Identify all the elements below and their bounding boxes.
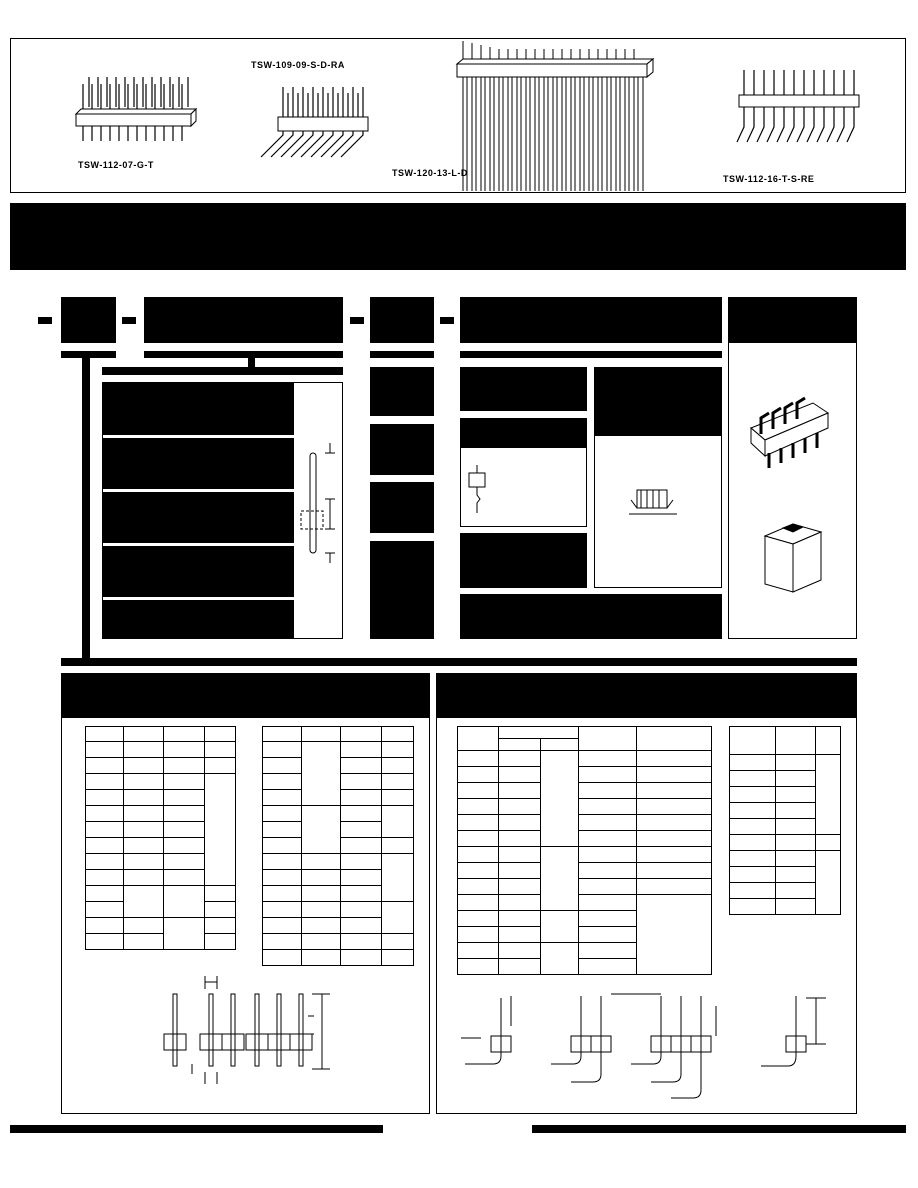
title-bar <box>10 203 906 270</box>
part-label-2: TSW-109-09-S-D-RA <box>251 60 345 70</box>
dash-1 <box>38 317 52 324</box>
spec-table-2 <box>262 726 414 966</box>
row-option-smt-panel <box>594 367 722 588</box>
right-angle-pins-icon <box>256 79 376 169</box>
single-pin-diagram-icon <box>467 465 491 515</box>
product-images-strip <box>10 38 906 193</box>
builder-box-row <box>460 297 722 343</box>
builder-box-plating <box>370 297 434 343</box>
pin-dimension-diagram-icon <box>295 443 343 573</box>
footer-bar-right <box>532 1125 906 1133</box>
shunt-jumper-icon <box>763 516 823 596</box>
tree-bar-3 <box>370 351 434 358</box>
builder-box-pins <box>144 297 343 343</box>
spec-table-1 <box>85 726 236 950</box>
part-label-3: TSW-120-13-L-D <box>392 168 468 178</box>
row-option-bottom <box>460 594 722 639</box>
row-option-detail <box>460 418 587 527</box>
spec-panel-right-header <box>437 674 856 718</box>
pin-option-5 <box>103 600 294 638</box>
spec-panel-left <box>61 673 430 1114</box>
builder-box-series <box>61 297 116 343</box>
plating-option-3 <box>370 482 434 533</box>
pin-option-3 <box>103 492 294 543</box>
row-option-single <box>460 367 587 411</box>
row-option-double <box>460 533 587 588</box>
plating-option-4 <box>370 541 434 639</box>
pin-option-2 <box>103 438 294 489</box>
plating-option-2 <box>370 424 434 475</box>
part-label-1: TSW-112-07-G-T <box>78 160 154 170</box>
pin-option-4 <box>103 546 294 597</box>
tree-stem-2 <box>248 351 255 367</box>
spec-panel-right <box>436 673 857 1114</box>
pin-option-1 <box>103 383 294 435</box>
spec-table-3 <box>457 726 712 975</box>
shrouded-header-icon <box>743 398 843 473</box>
dash-3 <box>350 317 364 324</box>
spec-table-4 <box>729 726 841 915</box>
options-header <box>729 298 856 343</box>
row-option-detail-header <box>461 419 586 448</box>
tree-branch-2 <box>102 367 343 375</box>
right-angle-single-row-icon <box>729 67 869 177</box>
spec-panel-left-header <box>62 674 429 718</box>
footer-bar-left <box>10 1125 383 1133</box>
vertical-pin-dimension-drawing <box>162 964 342 1094</box>
tree-vertical <box>82 351 90 666</box>
header-pins-icon <box>71 69 211 169</box>
tall-pins-icon <box>451 39 661 194</box>
plating-option-1 <box>370 367 434 416</box>
part-label-4: TSW-112-16-T-S-RE <box>723 174 815 184</box>
tree-bar-4 <box>460 351 722 358</box>
tree-bar-2 <box>144 351 343 358</box>
options-panel <box>728 297 857 639</box>
right-angle-pin-dimension-drawing <box>461 986 851 1111</box>
tree-bottom-bar <box>61 658 857 666</box>
pin-length-panel <box>102 382 343 639</box>
dash-2 <box>122 317 136 324</box>
smt-header-diagram-icon <box>619 482 689 522</box>
dash-4 <box>440 317 454 324</box>
row-option-smt-header <box>595 368 721 436</box>
